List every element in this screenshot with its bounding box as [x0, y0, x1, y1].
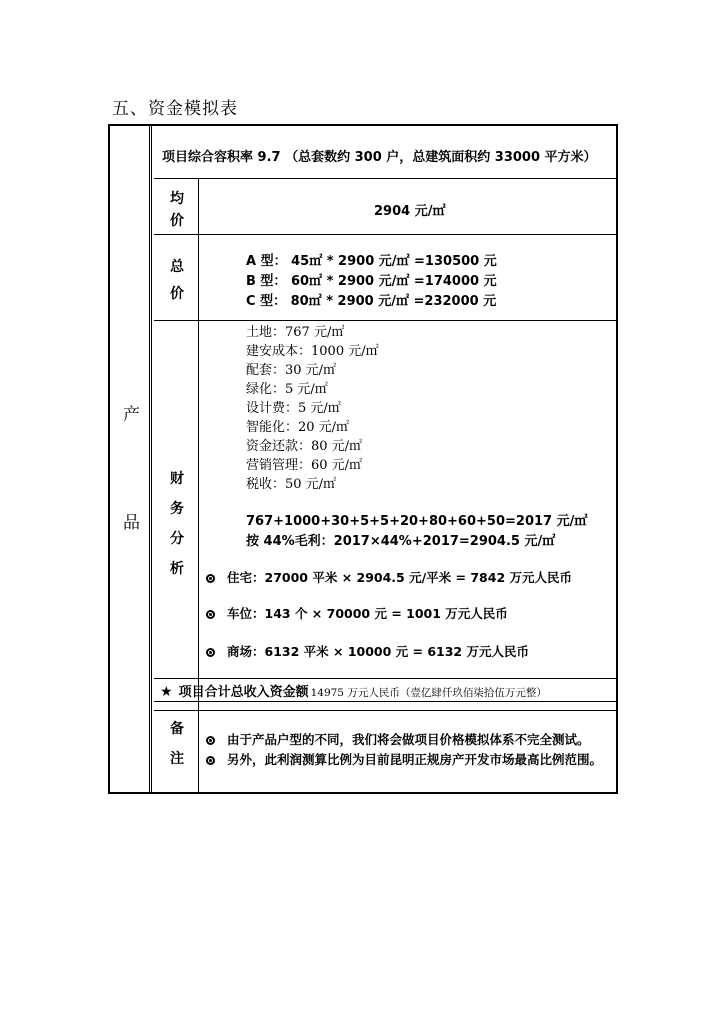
cost-item: 配套：30 元/㎡	[246, 363, 337, 378]
total-price-line-b: B 型： 60㎡ * 2900 元/㎡ =174000 元	[246, 274, 497, 289]
bullet-icon	[206, 756, 215, 765]
side-label-char-1: 产	[123, 405, 140, 425]
finance-label-3: 分	[170, 531, 184, 547]
bullet-icon	[206, 610, 215, 619]
section-heading: 五、资金模拟表	[112, 99, 238, 119]
total-revenue-value: 14975 万元人民币（壹亿肆仟玖佰柒拾伍万元整）	[310, 687, 547, 699]
total-price-line-a: A 型： 45㎡ * 2900 元/㎡ =130500 元	[246, 254, 497, 269]
summary-row: 项目综合容积率 9.7 （总套数约 300 户，总建筑面积约 33000 平方米）	[162, 150, 597, 165]
cost-item: 建安成本：1000 元/㎡	[246, 344, 379, 359]
side-label-char-2: 品	[123, 513, 140, 533]
total-revenue-row	[154, 678, 616, 702]
side-label-column	[110, 126, 152, 792]
notes-label-2: 注	[170, 751, 184, 767]
finance-label-2: 务	[170, 501, 184, 517]
cost-item: 土地：767 元/㎡	[246, 325, 345, 340]
note-item: 另外，此利润测算比例为目前昆明正规房产开发市场最高比例范围。	[206, 750, 602, 768]
note-item: 由于产品户型的不同，我们将会做项目价格模拟体系不完全测试。	[206, 730, 590, 748]
notes-label-1: 备	[170, 721, 184, 737]
total-price-line-c: C 型： 80㎡ * 2900 元/㎡ =232000 元	[246, 294, 497, 309]
total-revenue-label: 项目合计总收入资金额	[178, 685, 309, 700]
cost-item: 设计费：5 元/㎡	[246, 401, 341, 416]
margin-line: 按 44%毛利：2017×44%+2017=2904.5 元/㎡	[246, 534, 556, 549]
cost-item: 税收：50 元/㎡	[246, 477, 337, 492]
finance-label-1: 财	[170, 471, 184, 487]
cost-item: 智能化：20 元/㎡	[246, 420, 350, 435]
bullet-icon	[206, 574, 215, 583]
fund-simulation-table	[108, 124, 618, 794]
bullet-icon	[206, 648, 215, 657]
revenue-item-mall: 商场：6132 平米 × 10000 元 = 6132 万元人民币	[206, 642, 529, 660]
finance-label-4: 析	[170, 561, 184, 577]
revenue-item-housing: 住宅：27000 平米 × 2904.5 元/平米 = 7842 万元人民币	[206, 568, 572, 586]
star-icon: ★	[160, 684, 173, 700]
bullet-icon	[206, 736, 215, 745]
revenue-item-parking: 车位：143 个 × 70000 元 = 1001 万元人民币	[206, 604, 508, 622]
avg-price-label-1: 均	[170, 191, 184, 207]
total-price-label-2: 价	[170, 286, 184, 302]
cost-item: 资金还款：80 元/㎡	[246, 439, 363, 454]
cost-item: 绿化：5 元/㎡	[246, 382, 328, 397]
avg-price-value: 2904 元/㎡	[374, 204, 446, 219]
cost-item: 营销管理：60 元/㎡	[246, 458, 363, 473]
cost-sum-line: 767+1000+30+5+5+20+80+60+50=2017 元/㎡	[246, 514, 588, 529]
avg-price-label-2: 价	[170, 213, 184, 229]
total-price-label-1: 总	[170, 259, 184, 275]
